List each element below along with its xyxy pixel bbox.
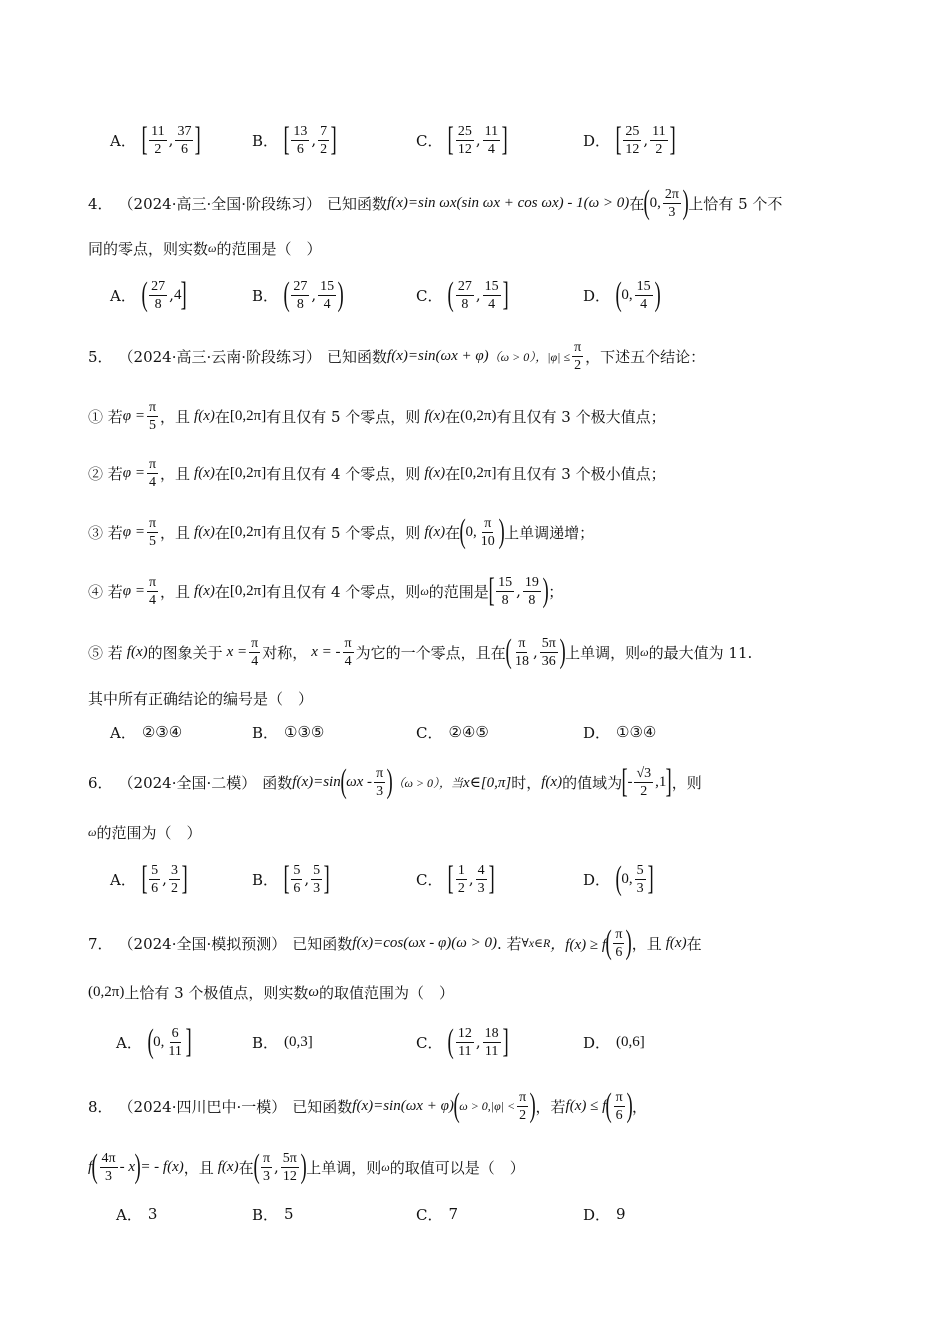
q8-stem-line2: f ( $\frac{4\pi}{3}$ - x ) = - f(x) ，且 f(x) 在 ( $\frac{\pi}{3}$ , $\frac{5\pi}{12}$ ) 上单调，则 ω 的取值可以是（ ） bbox=[88, 1148, 525, 1185]
q4-option-b[interactable]: B． ( $\frac{27}{8}$ , $\frac{15}{4}$ ) bbox=[252, 276, 344, 313]
q5-statement-4: ④ 若 φ = $\frac{\pi}{4}$ ，且 f(x) 在 [0,2π] 有且仅有 4 个零点，则 ω 的范围是 [ $\frac{15}{8}$ , $\frac{19}{8}$ ) ； bbox=[88, 572, 564, 609]
fraction: $\frac{37}{6}$ bbox=[177, 123, 192, 157]
q5-options bbox=[0, 710, 950, 754]
fraction: $\frac{4}{3}$ bbox=[477, 862, 485, 896]
q4-stem-line2: 同的零点，则实数 ω 的范围是（ ） bbox=[88, 239, 322, 258]
function-expression: f(x)=sin ωx(sin ωx + cos ωx) - 1(ω > 0) bbox=[387, 194, 630, 211]
fraction: $\frac{13}{6}$ bbox=[293, 123, 308, 157]
q6-options bbox=[0, 857, 950, 901]
fraction: $\frac{15}{4}$ bbox=[320, 278, 335, 312]
q4-option-d[interactable]: D． ( 0, $\frac{15}{4}$ ) bbox=[583, 276, 661, 313]
fraction: $\frac{2\pi}{3}$ bbox=[664, 186, 679, 220]
q5-option-c[interactable]: C． ②④⑤ bbox=[416, 723, 489, 742]
fraction: $\frac{\pi}{3}$ bbox=[376, 765, 384, 799]
q5-option-a[interactable]: A． ②③④ bbox=[110, 723, 183, 742]
q7-stem-line2: (0,2π) 上恰有 3 个极值点，则实数 ω 的取值范围为（ ） bbox=[88, 983, 455, 1002]
q7-option-b[interactable]: B． (0,3] bbox=[252, 1033, 313, 1052]
q4-option-a[interactable]: A． ( $\frac{27}{8}$ , 4 ] bbox=[110, 276, 188, 313]
q5-option-b[interactable]: B． ①③⑤ bbox=[252, 723, 325, 742]
q5-statement-3: ③ 若 φ = $\frac{\pi}{5}$ ，且 f(x) 在 [0,2π] 有且仅有 5 个零点，则 f(x) 在 ( 0, $\frac{\pi}{10}$ ) 上单调递增； bbox=[88, 513, 595, 550]
fraction: $\frac{11}{2}$ bbox=[151, 123, 165, 157]
fraction: $\frac{\pi}{2}$ bbox=[519, 1089, 527, 1123]
fraction: $\frac{27}{8}$ bbox=[293, 278, 308, 312]
fraction: $\frac{11}{2}$ bbox=[652, 123, 666, 157]
fraction: $\frac{18}{11}$ bbox=[484, 1025, 499, 1059]
q7-option-a[interactable]: A． ( 0, $\frac{6}{11}$ ] bbox=[116, 1023, 192, 1060]
fraction: $\frac{\pi}{6}$ bbox=[615, 1089, 623, 1123]
fraction: $\frac{3}{2}$ bbox=[170, 862, 178, 896]
q7-options bbox=[0, 1020, 950, 1064]
fraction: $\frac{\pi}{4}$ bbox=[148, 574, 157, 608]
fraction: $\frac{\pi}{2}$ bbox=[574, 339, 582, 373]
q6-option-b[interactable]: B． [ $\frac{5}{6}$ , $\frac{5}{3}$ ] bbox=[252, 860, 330, 897]
fraction: $\frac{\pi}{4}$ bbox=[344, 635, 352, 669]
fraction: $\frac{5}{6}$ bbox=[293, 862, 301, 896]
fraction: $\frac{15}{4}$ bbox=[484, 278, 499, 312]
q4-stem-line1: 4． （2024·高三·全国·阶段练习） 已知函数 f(x)=sin ωx(sin ωx + cos ωx) - 1(ω > 0) 在 ( 0, $\frac{2\pi}{3}$ ) 上恰有 5 个不 bbox=[88, 184, 783, 221]
q7-option-c[interactable]: C． ( $\frac{12}{11}$ , $\frac{18}{11}$ ] bbox=[416, 1023, 509, 1060]
fraction: $\frac{6}{11}$ bbox=[168, 1025, 182, 1059]
q3-option-a[interactable]: A． [ $\frac{11}{2}$ , $\frac{37}{6}$ ] bbox=[110, 121, 202, 158]
q6-option-c[interactable]: C． [ $\frac{1}{2}$ , $\frac{4}{3}$ ] bbox=[416, 860, 495, 897]
q6-option-d[interactable]: D． ( 0, $\frac{5}{3}$ ] bbox=[583, 860, 654, 897]
q5-statement-2: ② 若 φ = $\frac{\pi}{4}$ ，且 f(x) 在 [0,2π] 有且仅有 4 个零点，则 f(x) 在 [0,2π] 有且仅有 3 个极小值点； bbox=[88, 456, 666, 490]
fraction: $\frac{\pi}{3}$ bbox=[262, 1150, 271, 1184]
q4-option-c[interactable]: C． ( $\frac{27}{8}$ , $\frac{15}{4}$ ] bbox=[416, 276, 509, 313]
fraction: $\frac{\pi}{4}$ bbox=[148, 456, 157, 490]
q6-option-a[interactable]: A． [ $\frac{5}{6}$ , $\frac{3}{2}$ ] bbox=[110, 860, 188, 897]
fraction: $\frac{11}{4}$ bbox=[484, 123, 499, 157]
fraction: $\frac{19}{8}$ bbox=[524, 574, 539, 608]
q7-option-d[interactable]: D． (0,6] bbox=[583, 1033, 645, 1052]
fraction: $\frac{\pi}{10}$ bbox=[480, 515, 495, 549]
fraction: $\frac{\pi}{18}$ bbox=[514, 635, 529, 669]
q5-statement-1: ① 若 φ = $\frac{\pi}{5}$ ，且 f(x) 在 [0,2π] 有且仅有 5 个零点，则 f(x) 在 (0,2π) 有且仅有 3 个极大值点； bbox=[88, 399, 666, 433]
fraction: $\frac{\pi}{4}$ bbox=[251, 635, 259, 669]
function-expression: f(x)=sin(ωx + φ) bbox=[387, 347, 489, 364]
fraction: $\frac{5}{6}$ bbox=[151, 862, 159, 896]
q7-stem-line1: 7． （2024·全国·模拟预测） 已知函数 f(x)=cos(ωx - φ)(ω > 0) . 若 ∀x∈R ，f(x) ≥ f ( $\frac{\pi}{6}$ ) ，且 f(x) 在 bbox=[88, 924, 702, 961]
q6-stem-line1: 6． （2024·全国·二模） 函数 f(x)=sin ( ωx - $\frac{\pi}{3}$ ) （ω > 0），当 x∈[0,π] 时， f(x) 的值域为 [ - $\frac{√3}{2}$ ,1 ] ，则 bbox=[88, 763, 702, 800]
q8-option-c[interactable]: C． 7 bbox=[416, 1205, 459, 1224]
fraction: $\frac{15}{4}$ bbox=[636, 278, 651, 312]
fraction: $\frac{25}{12}$ bbox=[625, 123, 640, 157]
fraction: $\frac{\pi}{5}$ bbox=[148, 399, 157, 433]
q5-statement-5: ⑤ 若 f(x) 的图象关于 x = $\frac{\pi}{4}$ 对称， x = - $\frac{\pi}{4}$ 为它的一个零点，且在 ( $\frac{\pi}{18}$ , $\frac{5\pi}{36}$ ) 上单调，则 ω 的最大值为 11. bbox=[88, 633, 753, 670]
fraction: $\frac{15}{8}$ bbox=[498, 574, 513, 608]
q8-option-b[interactable]: B． 5 bbox=[252, 1205, 294, 1224]
fraction: $\frac{27}{8}$ bbox=[457, 278, 472, 312]
q6-stem-line2: ω 的范围为（ ） bbox=[88, 823, 202, 842]
q5-option-d[interactable]: D． ①③④ bbox=[583, 723, 657, 742]
fraction: $\frac{4\pi}{3}$ bbox=[101, 1150, 116, 1184]
fraction: $\frac{1}{2}$ bbox=[457, 862, 465, 896]
fraction: $\frac{5}{3}$ bbox=[313, 862, 321, 896]
q8-stem-line1: 8． （2024·四川巴中·一模） 已知函数 f(x)=sin(ωx + φ) ( ω > 0,|φ| < $\frac{\pi}{2}$ ) ，若 f(x) ≤ f ( $\frac{\pi}{6}$ ) ， bbox=[88, 1087, 648, 1124]
q3-option-d[interactable]: D． [ $\frac{25}{12}$ , $\frac{11}{2}$ ] bbox=[583, 121, 676, 158]
fraction: $\frac{5}{3}$ bbox=[636, 862, 644, 896]
fraction: $\frac{27}{8}$ bbox=[151, 278, 166, 312]
fraction: $\frac{7}{2}$ bbox=[320, 123, 328, 157]
q8-option-a[interactable]: A． 3 bbox=[116, 1205, 158, 1224]
q5-stem: 5． （2024·高三·云南·阶段练习） 已知函数 f(x)=sin(ωx + φ) （ω > 0），|φ| ≤ $\frac{\pi}{2}$ ，下述五个结论： bbox=[88, 339, 706, 373]
fraction: $\frac{25}{12}$ bbox=[457, 123, 472, 157]
q3-option-c[interactable]: C． [ $\frac{25}{12}$ , $\frac{11}{4}$ ] bbox=[416, 121, 508, 158]
fraction: $\frac{5\pi}{12}$ bbox=[282, 1150, 297, 1184]
fraction: $\frac{12}{11}$ bbox=[457, 1025, 472, 1059]
q3-option-b[interactable]: B． [ $\frac{13}{6}$ , $\frac{7}{2}$ ] bbox=[252, 121, 337, 158]
fraction: $\frac{\pi}{5}$ bbox=[148, 515, 157, 549]
q3-options bbox=[0, 118, 950, 162]
fraction: $\frac{5\pi}{36}$ bbox=[541, 635, 556, 669]
q8-options bbox=[0, 1192, 950, 1236]
fraction: $\frac{√3}{2}$ bbox=[636, 765, 652, 799]
q5-question: 其中所有正确结论的编号是（ ） bbox=[88, 690, 314, 708]
fraction: $\frac{\pi}{6}$ bbox=[615, 926, 623, 960]
q4-options bbox=[0, 273, 950, 317]
q8-option-d[interactable]: D． 9 bbox=[583, 1205, 626, 1224]
